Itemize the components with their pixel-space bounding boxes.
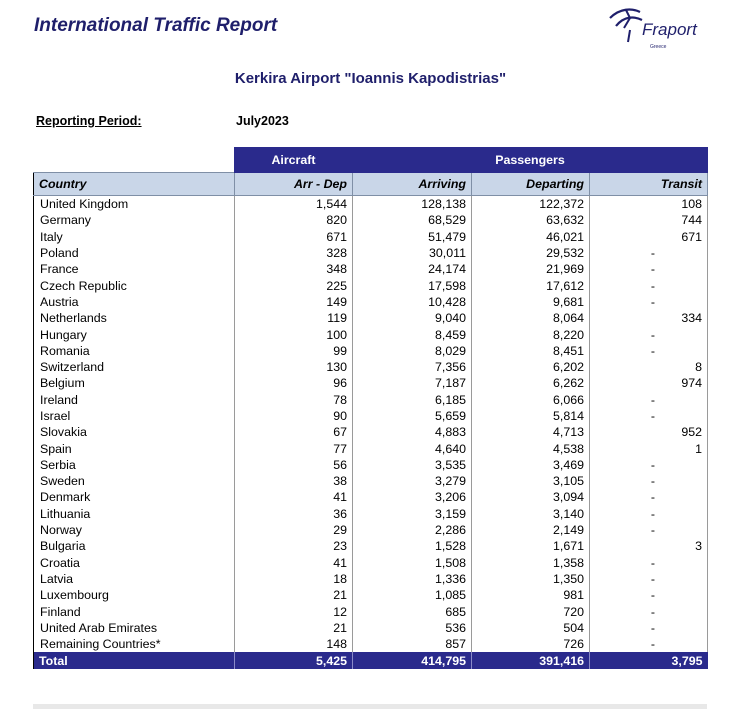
table-row: [34, 196, 708, 213]
table-row: [34, 571, 708, 587]
table-row: [34, 359, 708, 375]
departing-cell: 21,969: [472, 261, 590, 277]
arr-dep-cell: 100: [235, 326, 353, 342]
transit-cell: 952: [590, 424, 708, 440]
departing-cell: 122,372: [472, 196, 590, 213]
table-row: [34, 277, 708, 293]
arr-dep-cell: 90: [235, 408, 353, 424]
column-header-arr-dep: Arr - Dep: [235, 173, 353, 196]
arr-dep-cell: 130: [235, 359, 353, 375]
total-label: Total: [34, 652, 235, 669]
table-row: [34, 620, 708, 636]
arriving-cell: 3,279: [353, 473, 472, 489]
logo-wordmark: Fraport: [642, 20, 697, 39]
table-row: [34, 538, 708, 554]
arriving-cell: 1,508: [353, 555, 472, 571]
arriving-cell: 10,428: [353, 294, 472, 310]
arr-dep-cell: 56: [235, 457, 353, 473]
country-cell: Czech Republic: [34, 277, 235, 293]
total-row: [34, 652, 708, 669]
arr-dep-cell: 21: [235, 620, 353, 636]
departing-cell: 4,538: [472, 440, 590, 456]
departing-cell: 6,202: [472, 359, 590, 375]
logo-subtitle: Greece: [650, 44, 667, 50]
transit-cell: 744: [590, 212, 708, 228]
country-cell: Poland: [34, 245, 235, 261]
departing-cell: 9,681: [472, 294, 590, 310]
arriving-cell: 1,085: [353, 587, 472, 603]
group-header-blank: [34, 148, 235, 173]
table-row: [34, 587, 708, 603]
departing-cell: 5,814: [472, 408, 590, 424]
departing-cell: 29,532: [472, 245, 590, 261]
country-cell: Finland: [34, 603, 235, 619]
table-row: [34, 506, 708, 522]
table-row: [34, 343, 708, 359]
table-row: [34, 522, 708, 538]
country-cell: Israel: [34, 408, 235, 424]
arriving-cell: 536: [353, 620, 472, 636]
fraport-logo: [606, 4, 706, 54]
departing-cell: 1,350: [472, 571, 590, 587]
country-cell: United Kingdom: [34, 196, 235, 213]
arr-dep-cell: 119: [235, 310, 353, 326]
period-label: Reporting Period:: [36, 114, 142, 128]
transit-cell: -: [590, 277, 708, 293]
table-row: [34, 392, 708, 408]
transit-cell: -: [590, 506, 708, 522]
transit-cell: -: [590, 326, 708, 342]
arr-dep-cell: 225: [235, 277, 353, 293]
table-row: [34, 408, 708, 424]
group-header-aircraft: Aircraft: [235, 148, 353, 173]
traffic-table: [33, 147, 708, 669]
transit-cell: -: [590, 294, 708, 310]
country-cell: Sweden: [34, 473, 235, 489]
country-cell: Croatia: [34, 555, 235, 571]
transit-cell: -: [590, 392, 708, 408]
arriving-cell: 4,640: [353, 440, 472, 456]
arriving-cell: 68,529: [353, 212, 472, 228]
country-cell: Netherlands: [34, 310, 235, 326]
transit-cell: 3: [590, 538, 708, 554]
country-cell: Austria: [34, 294, 235, 310]
transit-cell: 974: [590, 375, 708, 391]
arriving-cell: 51,479: [353, 229, 472, 245]
table-row: [34, 489, 708, 505]
arriving-cell: 7,356: [353, 359, 472, 375]
transit-cell: -: [590, 636, 708, 652]
arr-dep-cell: 77: [235, 440, 353, 456]
total-departing: 391,416: [472, 652, 590, 669]
arr-dep-cell: 148: [235, 636, 353, 652]
column-header-country: Country: [34, 173, 235, 196]
transit-cell: 108: [590, 196, 708, 213]
transit-cell: -: [590, 245, 708, 261]
arriving-cell: 5,659: [353, 408, 472, 424]
transit-cell: -: [590, 343, 708, 359]
arr-dep-cell: 78: [235, 392, 353, 408]
table-row: [34, 294, 708, 310]
table-row: [34, 326, 708, 342]
transit-cell: -: [590, 261, 708, 277]
arriving-cell: 24,174: [353, 261, 472, 277]
arriving-cell: 9,040: [353, 310, 472, 326]
arriving-cell: 6,185: [353, 392, 472, 408]
column-header-transit: Transit: [590, 173, 708, 196]
arr-dep-cell: 328: [235, 245, 353, 261]
country-cell: Norway: [34, 522, 235, 538]
arriving-cell: 1,336: [353, 571, 472, 587]
country-cell: Switzerland: [34, 359, 235, 375]
country-cell: Denmark: [34, 489, 235, 505]
arr-dep-cell: 12: [235, 603, 353, 619]
table-row: [34, 473, 708, 489]
departing-cell: 726: [472, 636, 590, 652]
departing-cell: 17,612: [472, 277, 590, 293]
report-title: International Traffic Report: [34, 15, 278, 36]
arr-dep-cell: 1,544: [235, 196, 353, 213]
country-cell: Romania: [34, 343, 235, 359]
table-row: [34, 424, 708, 440]
total-arriving: 414,795: [353, 652, 472, 669]
transit-cell: -: [590, 408, 708, 424]
arr-dep-cell: 38: [235, 473, 353, 489]
country-cell: Belgium: [34, 375, 235, 391]
arriving-cell: 30,011: [353, 245, 472, 261]
arr-dep-cell: 36: [235, 506, 353, 522]
departing-cell: 6,066: [472, 392, 590, 408]
arriving-cell: 7,187: [353, 375, 472, 391]
arr-dep-cell: 96: [235, 375, 353, 391]
country-cell: Germany: [34, 212, 235, 228]
table-row: [34, 261, 708, 277]
country-cell: France: [34, 261, 235, 277]
arriving-cell: 685: [353, 603, 472, 619]
arr-dep-cell: 21: [235, 587, 353, 603]
period-value: July2023: [236, 114, 289, 128]
transit-cell: -: [590, 555, 708, 571]
arr-dep-cell: 23: [235, 538, 353, 554]
transit-cell: -: [590, 489, 708, 505]
country-cell: Luxembourg: [34, 587, 235, 603]
country-cell: Remaining Countries*: [34, 636, 235, 652]
departing-cell: 1,358: [472, 555, 590, 571]
departing-cell: 720: [472, 603, 590, 619]
arr-dep-cell: 348: [235, 261, 353, 277]
table-shadow: [33, 704, 707, 709]
departing-cell: 3,105: [472, 473, 590, 489]
arr-dep-cell: 820: [235, 212, 353, 228]
table-row: [34, 440, 708, 456]
column-header-departing: Departing: [472, 173, 590, 196]
country-cell: Latvia: [34, 571, 235, 587]
arr-dep-cell: 671: [235, 229, 353, 245]
country-cell: Ireland: [34, 392, 235, 408]
transit-cell: 671: [590, 229, 708, 245]
transit-cell: -: [590, 457, 708, 473]
table-row: [34, 555, 708, 571]
transit-cell: -: [590, 522, 708, 538]
transit-cell: 334: [590, 310, 708, 326]
departing-cell: 8,451: [472, 343, 590, 359]
total-transit: 3,795: [590, 652, 708, 669]
departing-cell: 3,140: [472, 506, 590, 522]
transit-cell: -: [590, 603, 708, 619]
departing-cell: 63,632: [472, 212, 590, 228]
arriving-cell: 3,206: [353, 489, 472, 505]
departing-cell: 504: [472, 620, 590, 636]
arriving-cell: 1,528: [353, 538, 472, 554]
country-cell: United Arab Emirates: [34, 620, 235, 636]
country-cell: Italy: [34, 229, 235, 245]
transit-cell: 1: [590, 440, 708, 456]
departing-cell: 1,671: [472, 538, 590, 554]
country-cell: Hungary: [34, 326, 235, 342]
departing-cell: 981: [472, 587, 590, 603]
departing-cell: 6,262: [472, 375, 590, 391]
transit-cell: -: [590, 587, 708, 603]
arr-dep-cell: 41: [235, 555, 353, 571]
arr-dep-cell: 41: [235, 489, 353, 505]
table-row: [34, 229, 708, 245]
airport-name: Kerkira Airport "Ioannis Kapodistrias": [234, 70, 507, 87]
arriving-cell: 2,286: [353, 522, 472, 538]
arriving-cell: 8,459: [353, 326, 472, 342]
transit-cell: -: [590, 473, 708, 489]
arriving-cell: 3,159: [353, 506, 472, 522]
country-cell: Serbia: [34, 457, 235, 473]
arriving-cell: 8,029: [353, 343, 472, 359]
table-row: [34, 310, 708, 326]
fraport-swirl-icon: [606, 4, 646, 46]
column-header-arriving: Arriving: [353, 173, 472, 196]
departing-cell: 46,021: [472, 229, 590, 245]
country-cell: Slovakia: [34, 424, 235, 440]
table-row: [34, 457, 708, 473]
arr-dep-cell: 149: [235, 294, 353, 310]
table-row: [34, 375, 708, 391]
country-cell: Bulgaria: [34, 538, 235, 554]
arr-dep-cell: 67: [235, 424, 353, 440]
departing-cell: 3,469: [472, 457, 590, 473]
arriving-cell: 4,883: [353, 424, 472, 440]
transit-cell: -: [590, 620, 708, 636]
arriving-cell: 17,598: [353, 277, 472, 293]
arriving-cell: 128,138: [353, 196, 472, 213]
group-header-passengers: Passengers: [353, 148, 708, 173]
arriving-cell: 857: [353, 636, 472, 652]
table-row: [34, 603, 708, 619]
transit-cell: -: [590, 571, 708, 587]
arriving-cell: 3,535: [353, 457, 472, 473]
arr-dep-cell: 99: [235, 343, 353, 359]
arr-dep-cell: 18: [235, 571, 353, 587]
country-cell: Lithuania: [34, 506, 235, 522]
table-row: [34, 636, 708, 652]
departing-cell: 8,220: [472, 326, 590, 342]
arr-dep-cell: 29: [235, 522, 353, 538]
transit-cell: 8: [590, 359, 708, 375]
table-row: [34, 212, 708, 228]
departing-cell: 4,713: [472, 424, 590, 440]
departing-cell: 2,149: [472, 522, 590, 538]
table-row: [34, 245, 708, 261]
total-arr-dep: 5,425: [235, 652, 353, 669]
departing-cell: 3,094: [472, 489, 590, 505]
country-cell: Spain: [34, 440, 235, 456]
departing-cell: 8,064: [472, 310, 590, 326]
